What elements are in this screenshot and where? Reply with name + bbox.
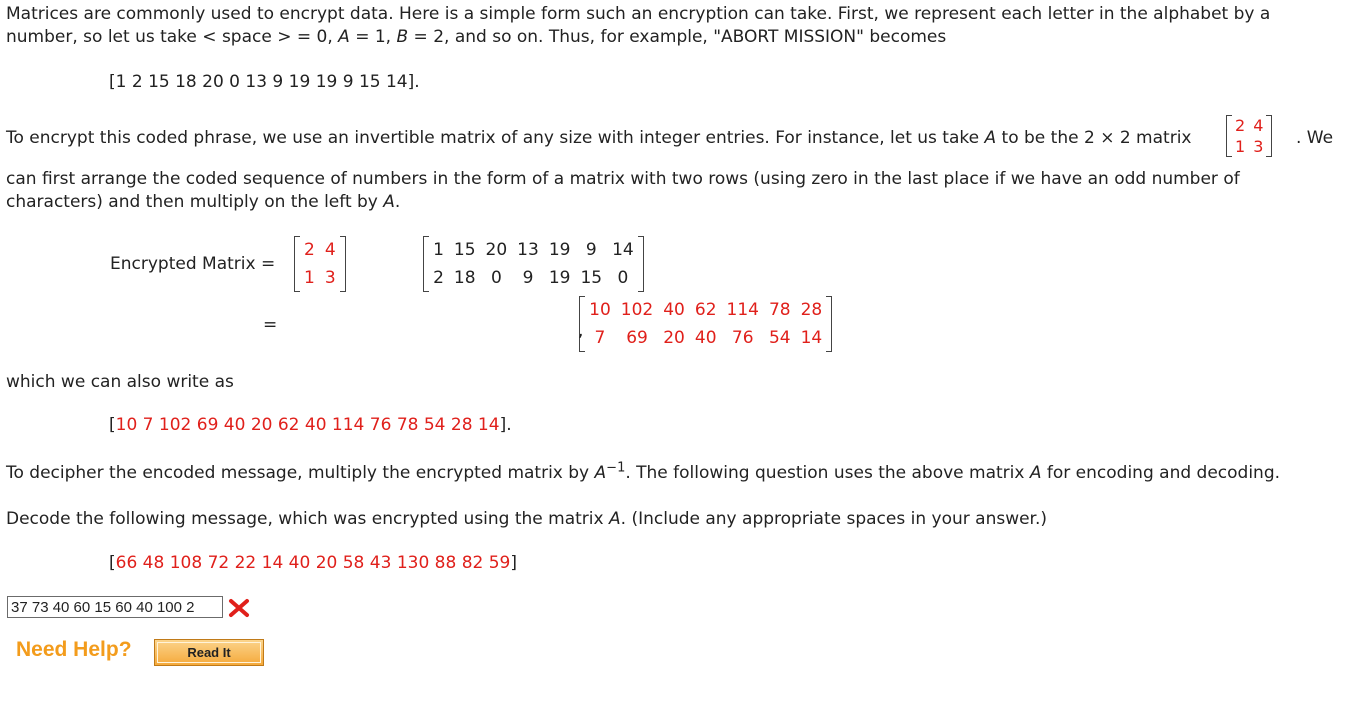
matrix-a-row: [1231, 115, 1267, 136]
message-matrix-cell: 2: [433, 268, 444, 288]
intro-line-1: Matrices are commonly used to encrypt data. Here is a simple form such an encryption can take. First, we represent each letter in the alphabet by a: [6, 4, 1271, 24]
also-write-text: which we can also write as: [6, 372, 234, 392]
message-matrix-cell: 15: [453, 240, 476, 260]
answer-input[interactable]: [7, 596, 223, 618]
message-matrix-cell: 0: [617, 268, 629, 288]
matrix-a-cell: 3: [324, 268, 336, 288]
message-matrix-row: [428, 264, 639, 292]
matrix-a-row: [299, 264, 341, 292]
need-help-label: Need Help?: [16, 638, 132, 661]
message-matrix-cell: 20: [485, 240, 508, 260]
result-matrix-cell: 102: [620, 300, 654, 320]
message-matrix-cell: 19: [548, 240, 571, 260]
message-matrix-cell: 9: [522, 268, 534, 288]
result-matrix-cell: 54: [768, 328, 791, 348]
matrix-a-cell: 4: [1253, 116, 1264, 135]
result-matrix-cell: 28: [800, 300, 823, 320]
matrix-a-cell: 3: [1253, 137, 1264, 156]
comma: ,: [578, 321, 584, 341]
message-matrix-cell: 19: [548, 268, 571, 288]
result-matrix-cell: 69: [626, 328, 648, 348]
message-matrix-cell: 14: [612, 240, 634, 260]
encrypted-matrix-label: Encrypted Matrix =: [110, 254, 276, 274]
result-matrix-cell: 114: [726, 300, 759, 320]
message-matrix-row: [428, 236, 639, 264]
result-matrix: [579, 296, 832, 352]
given-message: [66 48 108 72 22 14 40 20 58 43 130 88 82 59]: [109, 553, 518, 573]
message-matrix-cell: 15: [580, 268, 603, 288]
result-matrix-cell: 20: [663, 328, 685, 348]
matrix-a-cell: 1: [304, 268, 315, 288]
matrix-a-row: [1231, 136, 1267, 157]
result-matrix-cell: 14: [800, 328, 823, 348]
intro-paragraph: [6, 3, 1346, 49]
encrypt-lines-2-3: can first arrange the coded sequence of numbers in the form of a matrix with two rows (using zero in the last place if we have an odd number of characters) and then multiply on the left by A.: [6, 169, 1240, 212]
message-matrix-cell: 0: [490, 268, 502, 288]
result-matrix-cell: 40: [663, 300, 685, 320]
intro-line-2: number, so let us take < space > = 0, A = 1, B = 2, and so on. Thus, for example, "ABORT MISSION" becomes: [6, 27, 947, 47]
coded-sequence: [1 2 15 18 20 0 13 9 19 19 9 15 14].: [109, 72, 420, 92]
result-matrix-cell: 78: [768, 300, 791, 320]
message-matrix-cell: 1: [433, 240, 444, 260]
matrix-a-cell: 2: [304, 240, 315, 260]
matrix-a-cell: 1: [1235, 137, 1246, 156]
matrix-a-cell: 2: [1235, 116, 1246, 135]
result-matrix-cell: 62: [694, 300, 717, 320]
encrypt-line-1: To encrypt this coded phrase, we use an invertible matrix of any size with integer entries. For instance, let us take A to be the 2 × 2 matrix 2 4 1 3 . We: [6, 116, 1334, 156]
equals-sign: =: [263, 315, 278, 335]
message-matrix-cell: 18: [453, 268, 476, 288]
incorrect-x-icon: [228, 596, 250, 620]
read-it-button[interactable]: Read It: [154, 639, 264, 666]
message-matrix-cell: 9: [585, 240, 597, 260]
encrypted-sequence: [10 7 102 69 40 20 62 40 114 76 78 54 28 14].: [109, 415, 512, 435]
matrix-a-row: [299, 236, 341, 264]
message-matrix: [423, 236, 644, 292]
decipher-text: To decipher the encoded message, multiply the encrypted matrix by $A^{-1}$. The following question uses the above matrix A for encoding and decoding.: [6, 460, 1281, 483]
result-matrix-cell: 7: [594, 328, 606, 348]
result-matrix-cell: 10: [589, 300, 611, 320]
question-text: Decode the following message, which was encrypted using the matrix A. (Include any appropriate spaces in your answer.): [6, 509, 1048, 529]
result-matrix-cell: 40: [694, 328, 717, 348]
result-matrix-row: [584, 296, 827, 324]
result-matrix-row: [584, 324, 827, 352]
message-matrix-cell: 13: [517, 240, 539, 260]
matrix-a-inline: [1226, 115, 1272, 157]
matrix-a-cell: 4: [324, 240, 336, 260]
matrix-a: [294, 236, 346, 292]
result-matrix-cell: 76: [731, 328, 754, 348]
